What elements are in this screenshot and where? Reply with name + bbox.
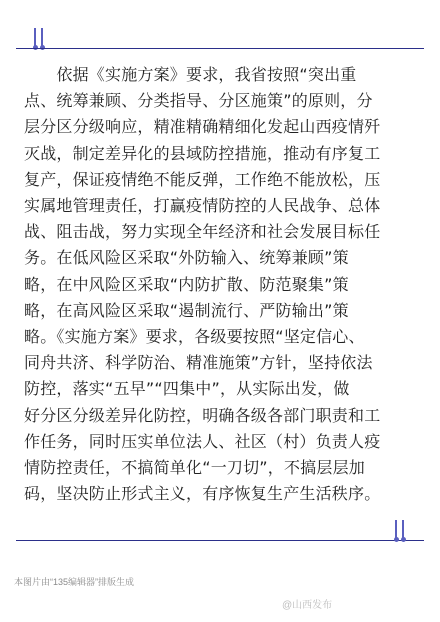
body-line: 务。在低风险区采取“外防输入、统筹兼顾”策	[24, 248, 349, 268]
body-line: 同舟共济、科学防治、精准施策”方针，坚持依法	[24, 353, 373, 373]
body-line: 略。《实施方案》要求，各级要按照“坚定信心、	[24, 327, 365, 347]
body-line: 情防控责任，不搞简单化“一刀切”，不搞层层加	[24, 458, 365, 478]
article-body	[24, 62, 416, 507]
body-line: 略，在中风险区采取“内防扩散、防范聚集”策	[24, 274, 349, 294]
body-line: 实属地管理责任，打赢疫情防控的人民战争、总体	[24, 196, 381, 216]
body-line: 战、阻击战，努力实现全年经济和社会发展目标任	[24, 222, 381, 242]
body-line: 作任务，同时压实单位法人、社区（村）负责人疫	[24, 431, 381, 451]
body-line: 码，坚决防止形式主义，有序恢复生产生活秩序。	[24, 484, 381, 504]
watermark: @山西发布	[282, 600, 333, 611]
body-line: 复产，保证疫情绝不能反弹，工作绝不能放松，压	[24, 169, 381, 189]
bottom-divider	[16, 540, 424, 541]
body-line: 好分区分级差异化防控，明确各级各部门职责和工	[24, 405, 381, 425]
body-line: 略，在高风险区采取“遏制流行、严防输出”策	[24, 300, 349, 320]
decorative-marks-bottom	[393, 520, 407, 538]
body-line: 层分区分级响应，精准精确精细化发起山西疫情歼	[24, 117, 381, 137]
body-line: 防控，落实“五早”“四集中”，从实际出发，做	[24, 379, 350, 399]
body-line: 点、统筹兼顾、分类指导、分区施策”的原则，分	[24, 91, 373, 111]
decorative-marks-top	[32, 28, 46, 46]
body-line: 灭战，制定差异化的县域防控措施，推动有序复工	[24, 143, 381, 163]
body-line: 依据《实施方案》要求，我省按照“突出重	[24, 65, 357, 84]
editor-caption: 本图片由“135编辑器”排版生成	[14, 577, 135, 587]
top-divider	[16, 48, 424, 49]
